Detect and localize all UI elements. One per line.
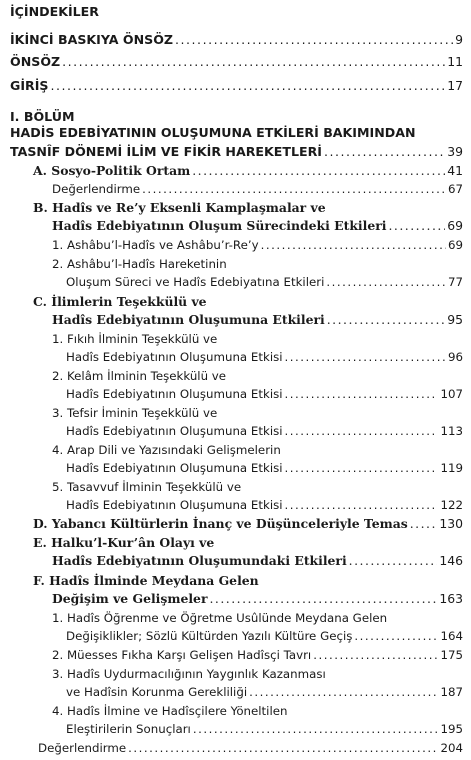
toc-entry-label: 2. Ashâbu’l-Hadîs Hareketinin (52, 257, 227, 271)
toc-page-number: 113 (440, 424, 463, 438)
toc-entry (66, 497, 463, 513)
toc-entry-label: Hadîs Edebiyatının Oluşumuna Etkileri (52, 312, 325, 327)
toc-entry-label: İKİNCİ BASKIYA ÖNSÖZ (10, 32, 174, 47)
toc-entry-label: Oluşum Süreci ve Hadîs Edebiyatına Etkileri (66, 275, 325, 289)
toc-entry-label: Değerlendirme (38, 741, 127, 755)
toc-entry-label: 4. Arap Dili ve Yazısındaki Gelişmelerin (52, 443, 281, 457)
leader-dots (327, 312, 446, 328)
toc-entry (66, 386, 463, 402)
toc-entry (52, 479, 463, 495)
toc-page-number: 204 (440, 741, 463, 755)
toc-entry (52, 647, 463, 663)
toc-entry-label: B. Hadîs ve Re’y Eksenli Kamplaşmalar ve (33, 200, 326, 215)
toc-entry (66, 684, 463, 700)
toc-entry (66, 628, 463, 644)
toc-page-number: 146 (439, 553, 463, 568)
toc-page-number: 187 (440, 685, 463, 699)
toc-entry (52, 237, 463, 253)
toc-title (10, 4, 463, 20)
toc-entry-label: E. Halku’l-Kur’ân Olayı ve (33, 535, 215, 550)
toc-entry (52, 181, 463, 197)
toc-entry-label: 2. Kelâm İlminin Teşekkülü ve (52, 369, 227, 383)
toc-entry (66, 274, 463, 290)
toc-entry (52, 610, 463, 626)
toc-entry (38, 740, 463, 756)
toc-entry (52, 703, 463, 719)
toc-entry (33, 516, 463, 532)
toc-page-number: 17 (447, 78, 463, 93)
toc-entry-label: 3. Hadîs Uydurmacılığının Yaygınlık Kazanması (52, 667, 326, 681)
toc-entry-label: Hadîs Edebiyatının Oluşumuna Etkisi (66, 498, 283, 512)
leader-dots (285, 386, 439, 402)
toc-entry-label: Hadîs Edebiyatının Oluşumuna Etkisi (66, 461, 283, 475)
leader-dots (128, 740, 438, 756)
leader-dots (285, 497, 439, 513)
leader-dots (354, 628, 438, 644)
toc-page-number: 69 (447, 218, 463, 233)
toc-entry-label: TASNÎF DÖNEMİ İLİM VE FİKİR HAREKETLERİ (10, 144, 322, 159)
toc-page-number: 69 (447, 238, 463, 252)
toc-page-number: 163 (439, 591, 463, 606)
toc-entry-label: ve Hadîsin Korunma Gerekliliği (66, 685, 248, 699)
toc-entry (66, 349, 463, 365)
toc-entry (52, 666, 463, 682)
toc-page-number: 41 (447, 163, 463, 178)
toc-page-number: 175 (440, 648, 463, 662)
toc-entry-label: F. Hadîs İlminde Meydana Gelen (33, 573, 259, 588)
toc-entry (52, 331, 463, 347)
toc-page-number: 122 (440, 498, 463, 512)
toc-entry (52, 256, 463, 272)
toc-entry-label: 4. Hadîs İlmine ve Hadîsçilere Yöneltilen (52, 704, 288, 718)
toc-entry-label: 5. Tasavvuf İlminin Teşekkülü ve (52, 480, 242, 494)
toc-entry (66, 423, 463, 439)
toc-entry (10, 78, 463, 94)
toc-entry-label: Hadîs Edebiyatının Oluşumuna Etkisi (66, 350, 283, 364)
toc-entry (33, 200, 463, 216)
leader-dots (175, 32, 453, 48)
toc-entry-label: Değişiklikler; Sözlü Kültürden Yazılı Kültüre Geçiş (66, 629, 353, 643)
toc-entry-label: 1. Hadîs Öğrenme ve Öğretme Usûlünde Meydana Gelen (52, 611, 388, 625)
toc-page-number: 107 (440, 387, 463, 401)
leader-dots (324, 144, 445, 160)
toc-page-number: 77 (447, 275, 463, 289)
toc-title-text: İÇİNDEKİLER (10, 4, 99, 19)
leader-dots (410, 516, 438, 532)
leader-dots (285, 349, 446, 365)
leader-dots (261, 237, 446, 253)
leader-dots (193, 721, 439, 737)
toc-entry (52, 368, 463, 384)
toc-entry-label: 1. Fıkıh İlminin Teşekkülü ve (52, 332, 218, 346)
toc-entry (66, 721, 463, 737)
toc-entry (33, 163, 463, 179)
leader-dots (209, 591, 437, 607)
leader-dots (285, 423, 439, 439)
toc-entry-label: 1. Ashâbu’l-Hadîs ve Ashâbu’r-Re’y (52, 238, 259, 252)
toc-entry-label: Hadîs Edebiyatının Oluşumundaki Etkileri (52, 553, 347, 568)
toc-page-number: 9 (455, 32, 463, 47)
toc-entry (33, 573, 463, 589)
toc-entry-label: ÖNSÖZ (10, 54, 61, 69)
leader-dots (192, 163, 445, 179)
toc-entry-label: Değerlendirme (52, 182, 141, 196)
toc-page-number: 96 (447, 350, 463, 364)
toc-entry-label: 3. Tefsir İminin Teşekkülü ve (52, 406, 218, 420)
toc-entry (52, 553, 463, 569)
toc-entry-label: C. İlimlerin Teşekkülü ve (33, 294, 207, 309)
toc-page-number: 11 (447, 54, 463, 69)
toc-entry (33, 535, 463, 551)
toc-entry (66, 460, 463, 476)
toc-entry (52, 442, 463, 458)
toc-page-number: 39 (447, 144, 463, 159)
leader-dots (326, 274, 446, 290)
toc-entry-label: HADİS EDEBİYATININ OLUŞUMUNA ETKİLERİ BAKIMINDAN (10, 125, 416, 140)
leader-dots (50, 78, 445, 94)
toc-entry-label: Hadîs Edebiyatının Oluşumuna Etkisi (66, 424, 283, 438)
leader-dots (313, 647, 438, 663)
toc-entry (52, 312, 463, 328)
toc-entry (52, 405, 463, 421)
toc-entry (10, 54, 463, 70)
leader-dots (142, 181, 446, 197)
leader-dots (349, 553, 438, 569)
toc-entry (10, 32, 463, 48)
toc-entry-label: Hadîs Edebiyatının Oluşum Sürecindeki Etkileri (52, 218, 387, 233)
toc-entry (52, 218, 463, 234)
toc-entry-label: Hadîs Edebiyatının Oluşumuna Etkisi (66, 387, 283, 401)
toc-page-number: 119 (440, 461, 463, 475)
leader-dots (62, 54, 445, 70)
toc-entry (52, 591, 463, 607)
toc-entry-label: 2. Müesses Fıkha Karşı Gelişen Hadîsçi Tavrı (52, 648, 312, 662)
toc-page-number: 195 (440, 722, 463, 736)
toc-entry-label: D. Yabancı Kültürlerin İnanç ve Düşünceleriyle Temas (33, 516, 408, 531)
toc-entry (10, 109, 463, 125)
toc-page-number: 67 (447, 182, 463, 196)
toc-entry-label: Değişim ve Gelişmeler (52, 591, 208, 606)
leader-dots (388, 218, 445, 234)
toc-page-number: 130 (439, 516, 463, 531)
toc-entry-label: A. Sosyo-Politik Ortam (33, 163, 191, 178)
leader-dots (285, 460, 439, 476)
toc-page-number: 95 (447, 312, 463, 327)
toc-entry (33, 294, 463, 310)
toc-entry-label: Eleştirilerin Sonuçları (66, 722, 191, 736)
toc-entry-label: I. BÖLÜM (10, 109, 75, 124)
toc-entry-label: GİRİŞ (10, 78, 49, 93)
toc-entry (10, 144, 463, 160)
toc-page-number: 164 (440, 629, 463, 643)
leader-dots (249, 684, 438, 700)
toc-entry (10, 125, 463, 141)
